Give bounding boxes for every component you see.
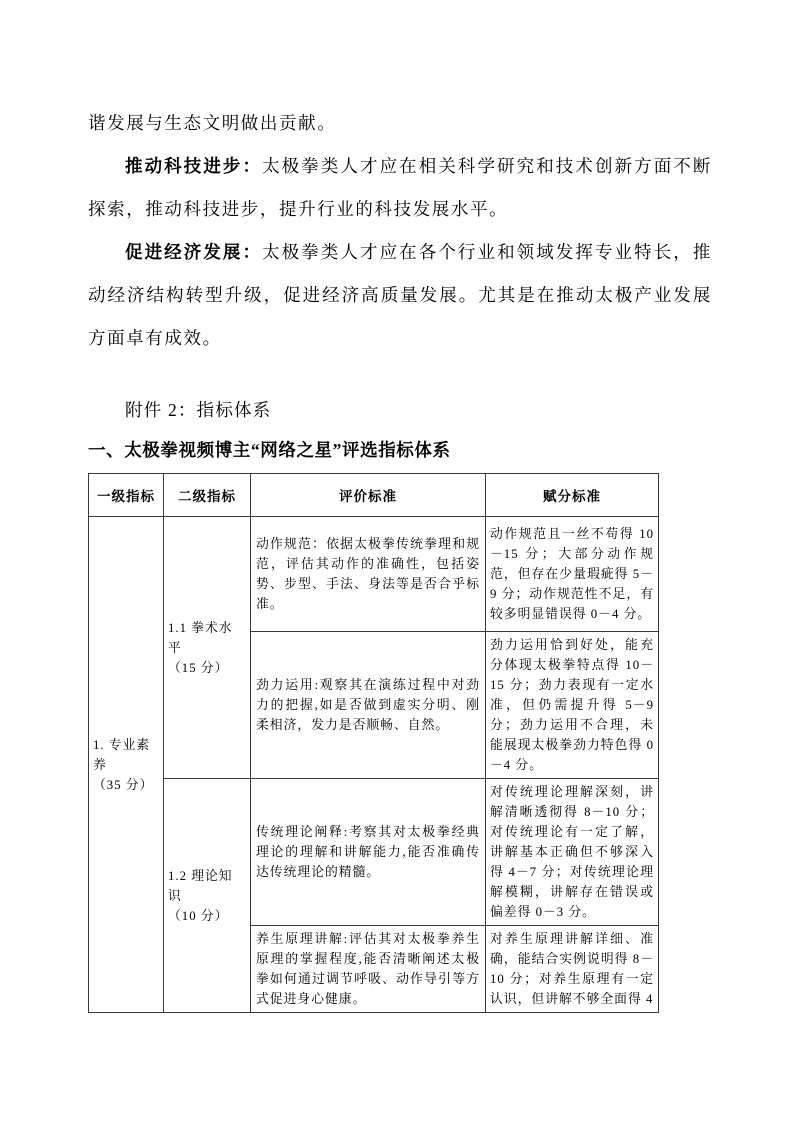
- cell-scoring-traditional-theory: 对传统理论理解深刻，讲解清晰透彻得 8－10 分；对传统理论有一定了解，讲解基本正确但不够深入得 4－7 分；对传统理论理解模糊，讲解存在错误或偏差得 0－3 分。: [486, 779, 659, 926]
- cell-level2-quanshu: [164, 517, 251, 779]
- cell-scoring-force-use: 劲力运用恰到好处，能充分体现太极拳特点得 10－15 分；劲力表现有一定水准，但仍需提升得 5－9 分；劲力运用不合理，未能展现太极拳劲力特色得 0－4 分。: [486, 632, 659, 779]
- bold-lead: 推动科技进步：: [125, 156, 263, 176]
- cell-criteria-action-standard: 动作规范：依据太极拳传统拳理和规范，评估其动作的准确性，包括姿势、步型、手法、身法等是否合乎标准。: [251, 517, 486, 632]
- cell-scoring-action-standard: 动作规范且一丝不苟得 10－15 分；大部分动作规范，但存在少量瑕疵得 5－9 分；动作规范性不足，有较多明显错误得 0－4 分。: [486, 517, 659, 632]
- level2-name: 1.2 理论知识: [168, 868, 233, 903]
- level1-score: （35 分）: [93, 777, 154, 792]
- paragraph-continuation: [88, 102, 712, 145]
- paragraph-text: 太极拳类人才应在相关科学研究和技术创新方面不断探索，推动科技进步，提升行业的科技发展水平。: [88, 156, 712, 219]
- table-row: [89, 517, 659, 632]
- cell-scoring-health-principle: 对养生原理讲解详细、准确，能结合实例说明得 8－10 分；对养生原理有一定认识，但讲解不够全面得 4: [486, 926, 659, 1013]
- table-row: [89, 779, 659, 926]
- header-scoring: 赋分标准: [486, 474, 659, 517]
- header-criteria: 评价标准: [251, 474, 486, 517]
- paragraph-text: 谐发展与生态文明做出贡献。: [88, 113, 337, 133]
- bold-lead: 促进经济发展：: [125, 242, 263, 262]
- paragraph-economic-dev: [88, 231, 712, 360]
- level2-score: （10 分）: [168, 908, 229, 923]
- level2-score: （15 分）: [168, 660, 229, 675]
- header-level1: 一级指标: [89, 474, 164, 517]
- level2-name: 1.1 拳术水平: [168, 620, 233, 655]
- paragraph-tech-progress: [88, 145, 712, 231]
- indicator-table: [88, 473, 659, 1013]
- cell-criteria-force-use: 劲力运用:观察其在演练过程中对劲力的把握,如是否做到虚实分明、刚柔相济，发力是否顺畅、自然。: [251, 632, 486, 779]
- cell-level2-theory: [164, 779, 251, 1013]
- section-heading: 一、太极拳视频博主“网络之星”评选指标体系: [88, 440, 451, 460]
- cell-criteria-traditional-theory: 传统理论阐释:考察其对太极拳经典理论的理解和讲解能力,能否准确传达传统理论的精髓。: [251, 779, 486, 926]
- cell-criteria-health-principle: 养生原理讲解:评估其对太极拳养生原理的掌握程度,能否清晰阐述太极拳如何通过调节呼吸、动作导引等方式促进身心健康。: [251, 926, 486, 1013]
- level1-name: 1. 专业素养: [93, 737, 151, 772]
- paragraph-text: 太极拳类人才应在各个行业和领域发挥专业特长，推动经济结构转型升级，促进经济高质量发展。尤其是在推动太极产业发展方面卓有成效。: [88, 242, 712, 348]
- table-header-row: [89, 474, 659, 517]
- cell-level1: [89, 517, 164, 1013]
- header-level2: 二级指标: [164, 474, 251, 517]
- attachment-label: 附件 2：指标体系: [125, 400, 272, 420]
